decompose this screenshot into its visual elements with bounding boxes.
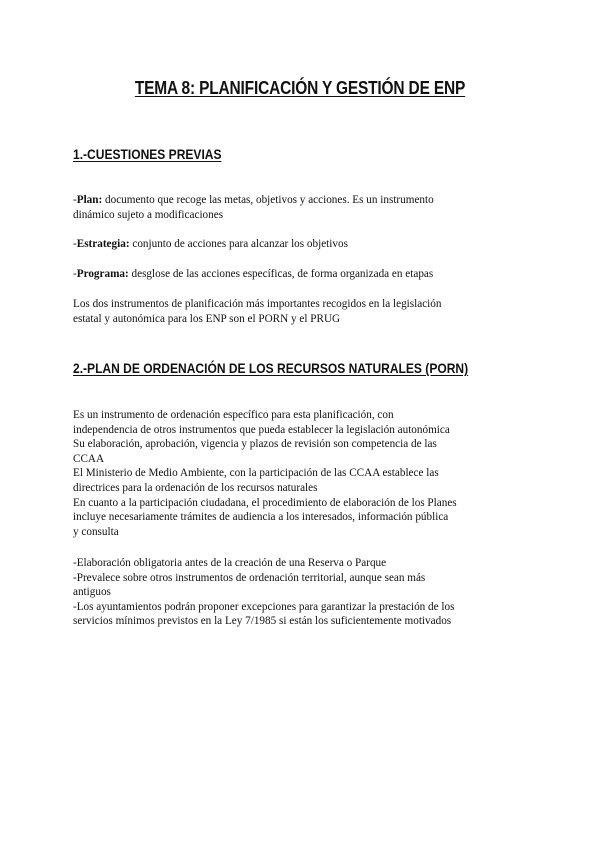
paragraph-line: CCAA (73, 452, 105, 465)
porn-paragraph (73, 408, 535, 539)
list-item: -Elaboración obligatoria antes de la creación de una Reserva o Parque (73, 557, 387, 569)
definition-plan-line-1 (73, 193, 535, 208)
definition-term-estrategia: Estrategia: (76, 238, 130, 250)
definition-term-programa: Programa: (76, 268, 129, 280)
porn-bullet-list (73, 556, 535, 629)
section-heading-porn: 2.-PLAN DE ORDENACIÓN DE LOS RECURSOS NATURALES (PORN) (73, 360, 469, 376)
definition-estrategia (73, 237, 535, 252)
definition-prefix: - (73, 268, 77, 280)
paragraph-line: directrices para la ordenación de los recursos naturales (73, 481, 318, 494)
definition-prefix: - (73, 238, 77, 250)
paragraph-line: Es un instrumento de ordenación específico para esta planificación, con (73, 409, 394, 421)
definition-text: conjunto de acciones para alcanzar los objetivos (129, 238, 348, 250)
paragraph-line: incluye necesariamente trámites de audiencia a los interesados, información pública (73, 511, 449, 524)
definition-estrategia-line (73, 237, 535, 252)
paragraph-line: estatal y autonómica para los ENP son el PORN y el PRUG (73, 312, 341, 325)
document-title: TEMA 8: PLANIFICACIÓN Y GESTIÓN DE ENP (134, 78, 466, 98)
paragraph-line: independencia de otros instrumentos que pueda establecer la legislación autonómica (73, 423, 450, 436)
definition-plan (73, 193, 535, 222)
definition-term-plan: Plan: (76, 194, 103, 206)
paragraph-line: y consulta (73, 525, 119, 538)
definition-plan-line-2: dinámico sujeto a modificaciones (73, 208, 224, 221)
paragraph-line: Los dos instrumentos de planificación más importantes recogidos en la legislación (73, 298, 442, 310)
paragraph-line: En cuanto a la participación ciudadana, el procedimiento de elaboración de los Planes (73, 496, 457, 509)
definition-text: documento que recoge las metas, objetivos y acciones. Es un instrumento (102, 194, 434, 206)
definition-prefix: - (73, 194, 77, 206)
paragraph-line: Su elaboración, aprobación, vigencia y plazos de revisión son competencia de las (73, 438, 437, 451)
list-item: -Prevalece sobre otros instrumentos de ordenación territorial, aunque sean más (73, 571, 426, 584)
summary-paragraph (73, 297, 535, 326)
paragraph-line: El Ministerio de Medio Ambiente, con la participación de las CCAA establece las (73, 467, 439, 480)
definition-programa (73, 267, 535, 282)
list-item: -Los ayuntamientos podrán proponer excepciones para garantizar la prestación de los (73, 600, 455, 613)
section-heading-cuestiones-previas: 1.-CUESTIONES PREVIAS (73, 146, 222, 162)
list-item-continuation: servicios mínimos previstos en la Ley 7/1985 si están los suficientemente motivados (73, 615, 452, 628)
definition-programa-line (73, 267, 535, 282)
definition-text: desglose de las acciones específicas, de forma organizada en etapas (128, 268, 434, 280)
list-item-continuation: antiguos (73, 586, 111, 599)
